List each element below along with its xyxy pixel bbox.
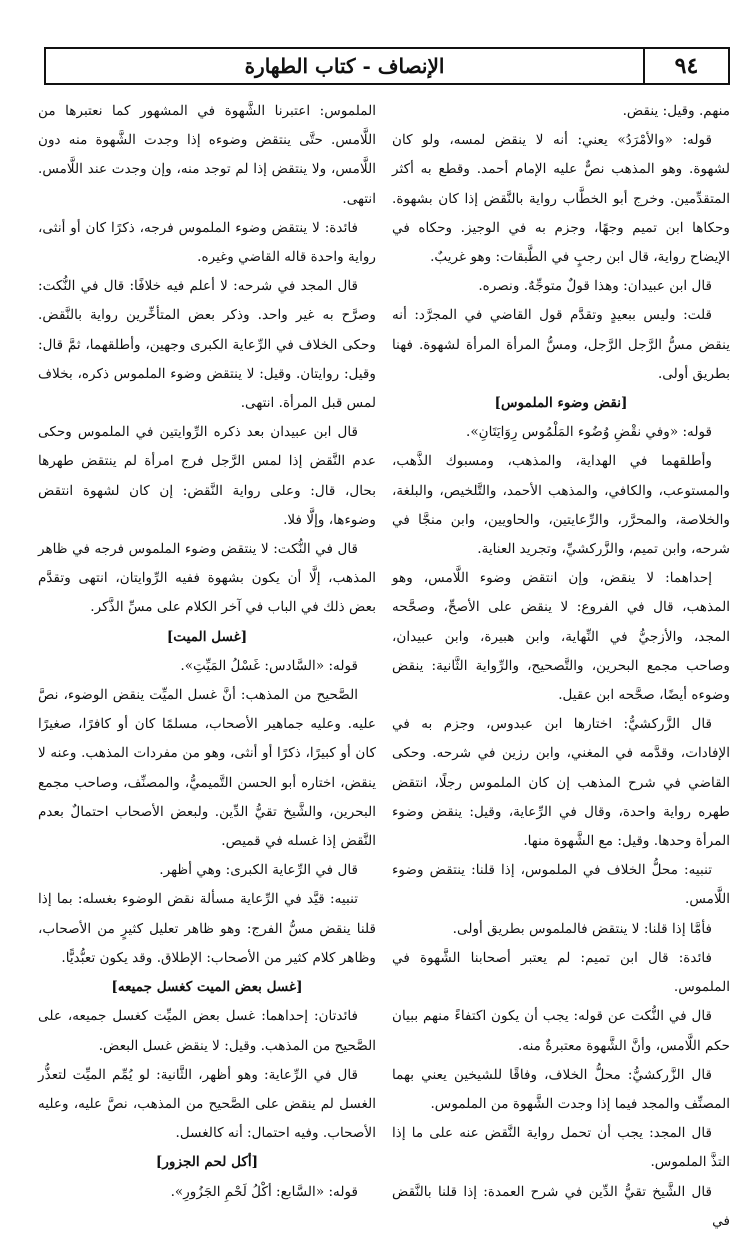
paragraph: تنبيه: قيَّد في الرِّعاية مسألة نقض الوضوء بغسله: بما إذا قلنا ينقض مسُّ الفرج: وهو ظاهر تعليل كثيرٍ من الأصحاب، وظاهر كلام كثير من الأصحاب: الإطلاق. وقد يكون تعبُّديًّا. (38, 891, 376, 966)
paragraph: إحداهما: لا ينقض، وإن انتقض وضوء اللَّامس، وهو المذهب، قال في الفروع: لا ينقض على الأصحِّ، وصحَّحه المجد، والأزجيُّ في النِّهاية، وابن هبيرة، وابن عبيدان، وصاحب مجمع البحرين، والتَّصحيح، والرِّواية الثَّانية: ينقض وضوءه أيضًا، صحَّحه ابن عقيل. (392, 570, 730, 704)
section-heading: [أكل لحم الجزور] (155, 1154, 259, 1171)
paragraph: قال في النُّكت: لا ينتقض وضوء الملموس فرجه في ظاهر المذهب، إلَّا أن يكون بشهوة ففيه الرِّوايتان، انتهى وتقدَّم بعض ذلك في الباب في آخر الكلام على مسِّ الذَّكر. (38, 541, 376, 616)
paragraph: قال في النُّكت عن قوله: يجب أن يكون اكتفاءً منهم ببيان حكم اللَّامس، وأنَّ الشَّهوة معتبرةٌ منه. (392, 1008, 730, 1054)
paragraph: تنبيه: محلُّ الخلاف في الملموس، إذا قلنا: ينتقض وضوء اللَّامس. (392, 862, 730, 908)
section-heading: [غسل الميت] (166, 628, 248, 645)
paragraph: قال في الرِّعاية: وهو أظهر، الثَّانية: لو يُمِّم الميِّت لتعذُّر الغسل لم ينقض على الصَّحيح من المذهب، نصَّ عليه، وعليه الأصحاب. وفيه احتمال: أنه كالغسل. (38, 1066, 376, 1142)
section-heading: [غسل بعض الميت كغسل جميعه] (111, 979, 303, 996)
paragraph: فائدة: قال ابن تميم: لم يعتبر أصحابنا الشَّهوة في الملموس. (392, 949, 730, 996)
paragraph: الصَّحيح من المذهب: أنَّ غسل الميِّت ينقض الوضوء، نصَّ عليه. وعليه جماهير الأصحاب، مسلمًا كان أو كافرًا، صغيرًا كان أو كبيرًا، ذكرًا أو أنثى، وهو من مفردات المذهب. وعنه لا ينقض، اختاره أبو الحسن التَّميميُّ، والمصنِّف، وصاحب مجمع البحرين، والشَّيخ تقيُّ الدِّين. ولبعض الأصحاب احتمالٌ بعدم النَّقض إذا غسله في قميص. (38, 687, 376, 850)
paragraph: وأطلقهما في الهداية، والمذهب، ومسبوك الذَّهب، والمستوعب، والكافي، والمذهب الأحمد، والتَّلخيص، والبلغة، والخلاصة، والمحرَّر، والرِّعايتين، والحاويين، وابن منجَّا في شرحه، وابن تميم، والزَّركشيِّ، وتجريد العناية. (392, 453, 730, 558)
paragraph: قال الزَّركشيُّ: محلُّ الخلاف، وفاقًا للشيخين يعني بهما المصنِّف والمجد فيما إذا وجدت الشَّهوة من الملموس. (392, 1066, 730, 1112)
paragraph: فائدة: لا ينتقض وضوء الملموس فرجه، ذكرًا كان أو أنثى، رواية واحدة قاله القاضي وغيره. (38, 219, 376, 266)
paragraph: قال ابن عبيدان بعد ذكره الرِّوايتين في الملموس وحكى عدم النَّقض إذا لمس الرَّجل فرج امرأة لم ينتقض طهرها بحال، قال: وعلى رواية النَّقض: إن كان لشهوة انتقض وضوءها، وإلَّا فلا. (38, 424, 376, 528)
paragraph: قال الشَّيخ تقيُّ الدِّين في شرح العمدة: إذا قلنا بالنَّقض في (392, 1183, 730, 1229)
paragraph: قال في الرِّعاية الكبرى: وهي أظهر. (159, 862, 358, 879)
paragraph: فائدتان: إحداهما: غسل بعض الميِّت كغسل جميعه، على الصَّحيح من المذهب. وقيل: لا ينقض غسل البعض. (38, 1008, 376, 1054)
running-title: الإنصاف - كتاب الطهارة (244, 54, 445, 78)
paragraph: منهم. وقيل: ينقض. (622, 103, 730, 119)
paragraph: قال ابن عبيدان: وهذا قولٌ متوجِّهٌ. ونصره. (478, 278, 712, 295)
page-header (44, 47, 730, 85)
left-column (38, 97, 376, 1200)
paragraph: قلت: وليس ببعيدٍ وتقدَّم قول القاضي في المجرَّد: أنه ينقض مسُّ الرَّجل الرَّجل، ومسُّ المرأة المرأة لشهوة. فهنا بطريق أولى. (392, 307, 730, 382)
right-column (392, 97, 730, 1229)
paragraph: قوله: «السَّابع: أكْلُ لَحْمِ الجَزُورِ». (170, 1183, 358, 1200)
paragraph: الملموس: اعتبرنا الشَّهوة في المشهور كما نعتبرها من اللَّامس. حتَّى ينتقض وضوءه إذا وجدت الشَّهوة منه دون اللَّامس، ولا ينتقض إذا لم توجد منه، وإن وجدت عند اللَّامس. انتهى. (38, 103, 376, 207)
paragraph: قوله: «والأمْرَدُ» يعني: أنه لا ينقض لمسه، ولو كان لشهوة. وهو المذهب نصٌّ عليه الإمام أحمد. وقطع به أكثر المتقدِّمين. وخرج أبو الخطَّاب رواية بالنَّقض إذا كان بشهوة. وحكاها ابن تميم وجهًا، وجزم به في الوجيز. وحكاه في الإيضاح رواية، قال ابن رجبٍ في الطَّبقات: وهو غريبٌ. (392, 132, 730, 266)
paragraph: قال المجد في شرحه: لا أعلم فيه خلافًا: قال في النُّكت: وصرَّح به غير واحد. وذكر بعض المتأخِّرين رواية بالنَّقض. وحكى الخلاف في الرِّعاية الكبرى وجهين، وأطلقهما، ثمَّ قال: وقيل: روايتان. وقيل: لا ينتقض وضوء الملموس ذكره، بخلاف لمس قبل المرأة. انتهى. (38, 278, 376, 412)
paragraph: قال الزَّركشيُّ: اختارها ابن عبدوس، وجزم به في الإفادات، وقدَّمه في المغني، وابن رزين في شرحه. وحكى القاضي في شرح المذهب إن كان الملموس رجلًا، انتقض طهره رواية واحدة، وقال في الرِّعاية، وقيل: ينقض وضوء المرأة وحدها. وقيل: مع الشَّهوة منها. (392, 716, 730, 850)
page-number: ٩٤ (643, 49, 728, 83)
paragraph: قال المجد: يجب أن تحمل رواية النَّقض عنه على ما إذا التذَّ الملموس. (392, 1125, 730, 1171)
paragraph: قوله: «وفي نقْضِ وُضُوء المَلْمُوس رِوَايَتَانِ». (466, 424, 712, 441)
paragraph: قوله: «السَّادس: غَسْلُ المَيِّتِ». (180, 657, 358, 674)
section-heading: [نقض وضوء الملموس] (494, 395, 628, 412)
paragraph: فأمَّا إذا قلنا: لا ينتقض فالملموس بطريق أولى. (452, 920, 712, 937)
